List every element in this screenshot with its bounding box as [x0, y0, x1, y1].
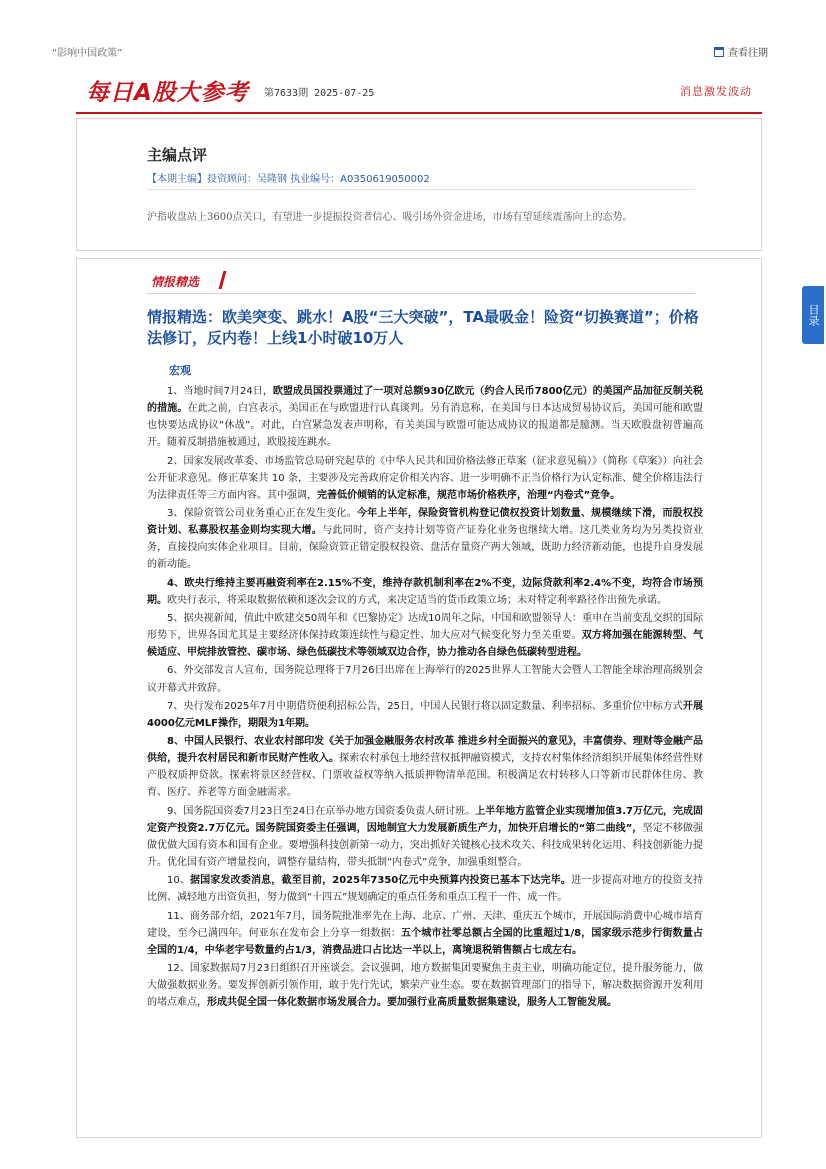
highlight-text: 完善低价倾销的认定标准，规范市场价格秩序，治理“内卷式”竞争。 — [317, 489, 621, 501]
section-heading: 宏观 — [169, 364, 191, 377]
section-tag-label: 情报精选 — [151, 275, 200, 289]
highlight-text: 开展4000亿元MLF操作，期限为1年期。 — [147, 700, 704, 729]
archive-label: 查看往期 — [728, 48, 768, 59]
article-paragraph — [147, 698, 703, 732]
paragraph-text: 与此同时，资产支持计划等资产证券化业务也继续大增。这几类业务均为另类投资业务，直接投向实体企业项目。目前，保险资管正错定股权投资、盘活存量资产两大领域，既助力经济新动能，也提升自身发展的新动能。 — [147, 525, 704, 571]
article-paragraph — [147, 505, 703, 573]
article-headline[interactable]: 情报精选：欧美突变、跳水！A股“三大突破”，TA最吸金！险资“切换赛道”；价格法修订，反内卷！上线1小时破10万人 — [147, 308, 699, 347]
editor-comment: 沪指收盘站上3600点关口，有望进一步提振投资者信心、吸引场外资金进场，市场有望延续震荡向上的态势。 — [147, 212, 633, 223]
intel-card — [76, 258, 762, 1138]
highlight-text: 据国家发改委消息，截至目前，2025年7350亿元中央预算内投资已基本下达完毕。 — [190, 875, 572, 887]
tag-accent — [219, 271, 227, 289]
article-paragraph — [147, 960, 703, 1011]
highlight-text: 双方将加强在能源转型、气候适应、甲烷排放管控、碳市场、绿色低碳技术等领域双边合作，协力推动各自绿色低碳转型进程。 — [147, 630, 704, 659]
article-paragraph — [147, 383, 703, 451]
editor-comment-card — [76, 118, 762, 251]
article-body — [147, 383, 703, 1013]
paragraph-text: 7、央行发布2025年7月中期借贷便利招标公告，25日，中国人民银行将以固定数量、利率招标、多重价位中标方式 — [167, 700, 683, 712]
paragraph-text: 进一步提高对地方的投资支持比例、减轻地方出资负担，努力做到“十四五”规划确定的重点任务和重点工程干一件、成一件。 — [147, 875, 703, 904]
editor-title: 主编点评 — [147, 146, 208, 164]
paragraph-text: 在此之前，白宫表示，美国正在与欧盟进行认真谈判。另有消息称，在美国与日本达成贸易协议后，美国可能和欧盟也快要达成协议“休战”。对此，白宫紧急发表声明称，有关美国与欧盟可能达成协议的报道都是臆测。当天欧股盘初普遍高开。随着反制措施被通过，欧股接连跳水。 — [147, 403, 704, 449]
paragraph-text: 探索农村承包土地经营权抵押融资模式，支持农村集体经济组织开展集体经营性财产股权质押贷款。探索将景区经营权、门票收益权等纳入抵质押物清单范围。积极满足农村转移人口等新市民群体住房、教育、医疗、养老等方面金融需求。 — [147, 753, 704, 799]
paragraph-text: 2、国家发展改革委、市场监管总局研究起草的《中华人民共和国价格法修正草案（征求意见稿）》（简称《草案》）向社会公开征求意见。修正草案共 10 条，主要涉及完善政府定价相关内容、进一步明确不正当价格行为认定标准、健全价格违法行为法律责任等三方面内容。其中强调， — [147, 455, 703, 501]
brand-logo: 每日A股大参考 — [86, 80, 249, 106]
paragraph-text: 欧央行表示，将采取数据依赖和逐次会议的方式，来决定适当的货币政策立场；未对特定利率路径作出预先承诺。 — [167, 594, 667, 606]
article-paragraph — [147, 453, 703, 504]
paragraph-text: 1、当地时间7月24日， — [167, 386, 273, 397]
highlight-text: 今年上半年，保险资管机构登记债权投资计划数量、规模继续下滑，而股权投资计划、私募股权基金则均实现大增。 — [147, 508, 703, 537]
editor-meta: 【本期主编】投资顾问：吴隆钢 执业编号：A0350619050002 — [147, 174, 430, 185]
section-tag — [147, 271, 695, 294]
paragraph-text: 10、 — [167, 875, 191, 887]
article-paragraph — [147, 610, 703, 661]
highlight-text: 形成共促全国一体化数据市场发展合力。要加强行业高质量数据集建设，服务人工智能发展。 — [207, 997, 617, 1009]
toc-button[interactable]: 目录 — [802, 286, 824, 344]
paragraph-text: 9、国务院国资委7月23日至24日在京举办地方国资委负责人研讨班。 — [167, 805, 476, 817]
paragraph-text: 5、据央视新闻，值此中欧建交50周年和《巴黎协定》达成10周年之际，中国和欧盟领导人：重申在当前变乱交织的国际形势下，世界各国尤其是主要经济体保持政策连续性与稳定性、加大应对气候变化努力至关重要。 — [147, 612, 703, 642]
article-paragraph — [147, 662, 703, 696]
paragraph-text: 12、国家数据局7月23日组织召开座谈会。会议强调，地方数据集团要聚焦主责主业，明确功能定位，提升服务能力，做大做强数据业务。要发挥创新引领作用，敢于先行先试，繁荣产业生态。要在数据管理部门的指导下，解决数据资源开发利用的堵点难点， — [147, 963, 703, 1009]
highlight-text: 上半年地方监管企业实现增加值3.7万亿元，完成固定资产投资2.7万亿元。国务院国资委主任强调，因地制宜大力发展新质生产力，加快开启增长的“第二曲线”， — [147, 805, 703, 834]
highlight-text: 8、中国人民银行、农业农村部印发《关于加强金融服务农村改革 推进乡村全面振兴的意见》，丰富债券、理财等金融产品供给，提升农村居民和新市民财产性收入。 — [147, 736, 703, 765]
archive-link[interactable] — [714, 44, 768, 59]
paragraph-text: 6、外交部发言人宣布，国务院总理将于7月26日出席在上海举行的2025世界人工智能大会暨人工智能全球治理高级别会议开幕式并致辞。 — [147, 665, 703, 694]
article-paragraph — [147, 908, 703, 959]
calendar-icon — [714, 47, 724, 57]
highlight-text: 4、欧央行维持主要再融资利率在2.15%不变，维持存款机制利率在2%不变，边际贷款利率2.4%不变，均符合市场预期。 — [147, 577, 703, 606]
article-paragraph — [147, 575, 703, 609]
article-paragraph — [147, 872, 703, 906]
paragraph-text: 坚定不移做强做优做大国有资本和国有企业。要增强科技创新第一动力，突出抓好关键核心技术攻关、科技成果转化运用、科技创新能力提升。优化国有资产增量投向，调整存量结构，带头抵制“内卷式”竞争，加强重组整合。 — [147, 822, 704, 869]
highlight-text: 欧盟成员国投票通过了一项对总额930亿欧元（约合人民币7800亿元）的美国产品加征反制关税的措施。 — [147, 386, 703, 415]
divider — [147, 189, 695, 190]
banner — [76, 66, 762, 114]
highlight-text: 五个城市社零总额占全国的比重超过1/8，国家级示范步行街数量占全国的1/4，中华老字号数量约占1/3，消费品进口占比达一半以上，离境退税销售额占七成左右。 — [147, 927, 704, 956]
paragraph-text: 11、商务部介绍，2021年7月，国务院批准率先在上海、北京、广州、天津、重庆五个城市，开展国际消费中心城市培育建设，至今已满四年。何亚东在发布会上分享一组数据： — [147, 910, 703, 939]
issue-info: 第7633期 2025-07-25 — [264, 88, 375, 99]
article-paragraph — [147, 803, 703, 871]
top-note: “影响中国政策” — [52, 48, 123, 59]
slogan: 消息激发波动 — [680, 85, 752, 98]
article-paragraph — [147, 733, 703, 801]
paragraph-text: 3、保险资管公司业务重心正在发生变化。 — [167, 508, 357, 520]
